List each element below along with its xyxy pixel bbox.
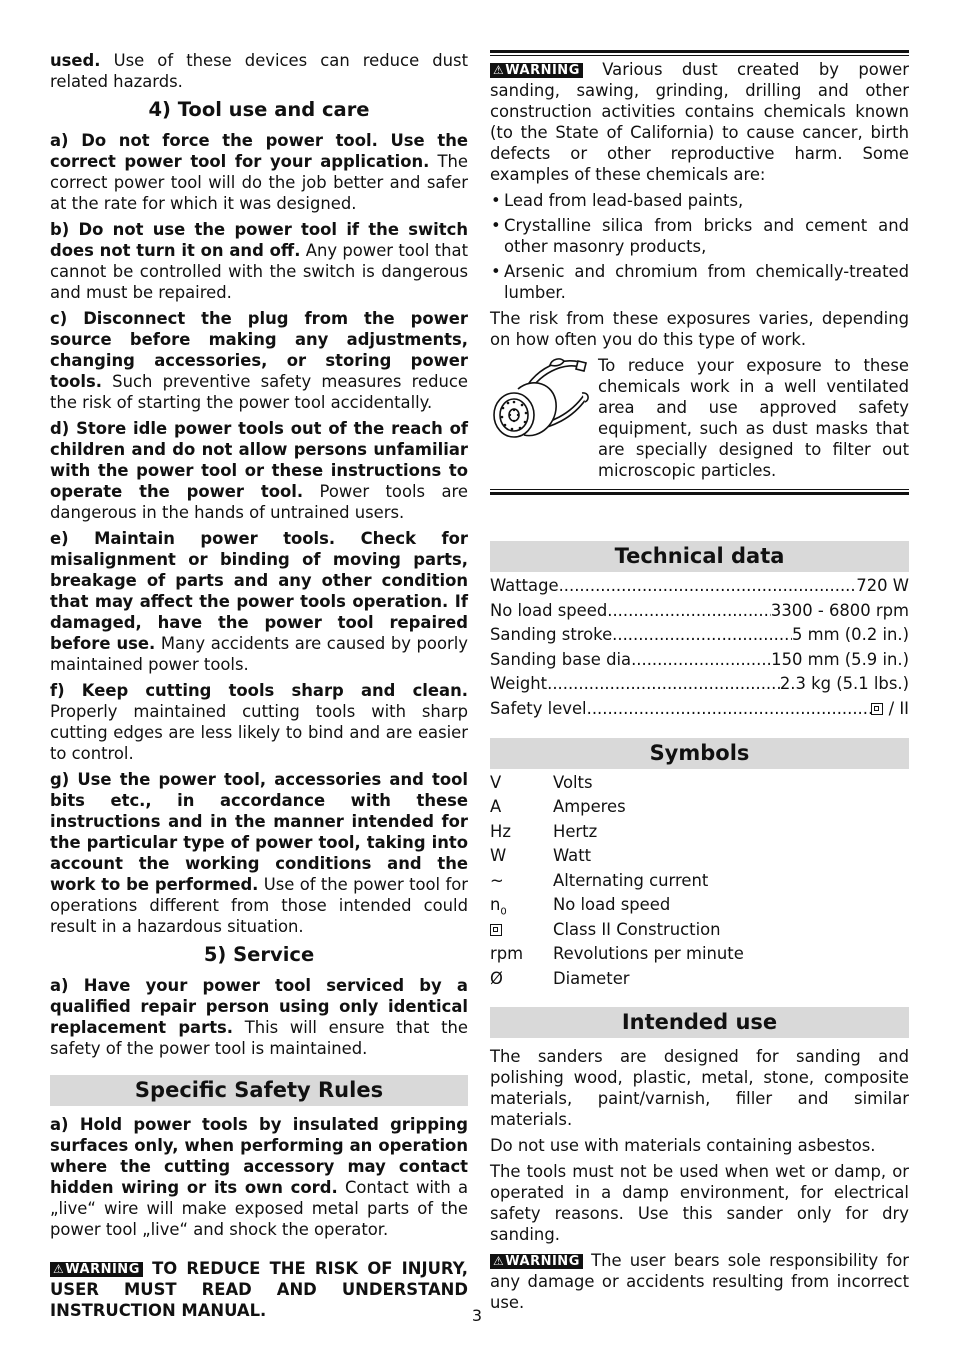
table-row: ~ Alternating current <box>490 870 709 890</box>
warning-badge: ⚠WARNING <box>490 63 583 78</box>
warning-badge: ⚠WARNING <box>50 1262 143 1277</box>
class-ii-icon <box>871 703 883 715</box>
table-row: Wattage ..... 720 W <box>490 574 909 599</box>
list-item: • Arsenic and chromium from chemically-treated lumber. <box>490 261 909 303</box>
technical-data-table <box>490 574 909 722</box>
intended-use-p3: The tools must not be used when wet or damp, or operated in a damp environment, for electrical safety reasons. Use this sander only for dry sanding. <box>490 1162 909 1245</box>
table-row: Hz Hertz <box>490 821 598 841</box>
symbols-table <box>490 771 909 992</box>
class-ii-icon <box>490 924 502 936</box>
specific-safety-heading: Specific Safety Rules <box>50 1075 468 1106</box>
service-heading: 5) Service <box>203 943 315 966</box>
service-item-a: a) Have your power tool serviced by a qualified repair person using only identical replacement parts. This will ensure that the safety of the power tool is maintained. <box>50 976 468 1058</box>
warning-triangle-icon: ⚠ <box>493 1254 505 1269</box>
table-row: Sanding stroke ..... 5 mm (0.2 in.) <box>490 623 909 648</box>
table-row: rpm Revolutions per minute <box>490 944 744 964</box>
tool-use-item-e: e) Maintain power tools. Check for misalignment or binding of moving parts, breakage of parts and any other condition that may affect the power tools operation. If damaged, have the power tool repaired before use. Many accidents are caused by poorly maintained power tools. <box>50 529 468 674</box>
technical-data-heading: Technical data <box>490 541 909 572</box>
left-column <box>50 50 468 1326</box>
table-row: V Volts <box>490 772 593 792</box>
final-warning-right: ⚠WARNING The user bears sole responsibility for any damage or accidents resulting from incorrect use. <box>490 1251 909 1313</box>
table-row: A Amperes <box>490 797 626 817</box>
dust-mask-paragraph: To reduce your exposure to these chemicals work in a well ventilated area and use approved safety equipment, such as dust masks that are specially designed to filter out microscopic particles. <box>598 356 909 480</box>
tool-use-item-g: g) Use the power tool, accessories and tool bits etc., in accordance with these instructions and in the manner intended for the particular type of power tool, taking into account the working conditions and the work to be performed. Use of the power tool for operations different from those intended could result in a hazardous situation. <box>50 770 468 936</box>
dust-mask-block <box>490 355 909 481</box>
intended-use-heading: Intended use <box>490 1007 909 1038</box>
tool-use-item-a: a) Do not force the power tool. Use the correct power tool for your application. The correct power tool will do the job better and safer at the rate for which it was designed. <box>50 131 468 213</box>
chemicals-list <box>490 190 909 303</box>
table-row: Class II Construction <box>490 918 909 943</box>
final-warning-left: ⚠WARNING TO REDUCE THE RISK OF INJURY, USER MUST READ AND UNDERSTAND INSTRUCTION MANUAL. <box>50 1259 468 1320</box>
divider-top <box>490 50 909 56</box>
table-row: $n_0$ No load speed <box>490 895 671 918</box>
intended-use-p2: Do not use with materials containing asbestos. <box>490 1136 876 1156</box>
symbols-heading: Symbols <box>490 738 909 769</box>
divider-bottom <box>490 489 909 495</box>
list-item: • Crystalline silica from bricks and cement and other masonry products, <box>490 215 909 257</box>
tool-use-item-b: b) Do not use the power tool if the switch does not turn it on and off. Any power tool that cannot be controlled with the switch is dangerous and must be repaired. <box>50 220 469 302</box>
tool-use-item-d: d) Store idle power tools out of the reach of children and do not allow persons unfamiliar with the power tool or these instructions to operate the power tool. Power tools are dangerous in the hands of untrained users. <box>50 419 468 522</box>
warning-badge: ⚠WARNING <box>490 1254 583 1269</box>
list-item: • Lead from lead-based paints, <box>490 190 909 211</box>
dust-warning-paragraph: ⚠WARNING Various dust created by power sanding, sawing, grinding, drilling and other construction activities contains chemicals known (to the State of California) to cause cancer, birth defects or other reproductive harm. Some examples of these chemicals are: <box>490 60 909 184</box>
warning-triangle-icon: ⚠ <box>53 1262 65 1276</box>
risk-paragraph: The risk from these exposures varies, depending on how often you do this type of work. <box>490 309 909 349</box>
intro-paragraph: used. Use of these devices can reduce dust related hazards. <box>50 51 468 91</box>
table-row: Weight ..... 2.3 kg (5.1 lbs.) <box>490 672 909 697</box>
table-row: Safety level ..... / II <box>490 697 909 722</box>
right-column <box>490 50 909 1318</box>
table-row: Ø Diameter <box>490 968 630 988</box>
tool-use-heading: 4) Tool use and care <box>148 98 370 121</box>
table-row: W Watt <box>490 846 592 866</box>
page-number: 3 <box>471 1306 483 1325</box>
table-row: Sanding base dia. ..... 150 mm (5.9 in.) <box>490 648 909 673</box>
tool-use-item-c: c) Disconnect the plug from the power source before making any adjustments, changing accessories, or storing power tools. Such preventive safety measures reduce the risk of starting the power tool accidentally. <box>50 309 468 412</box>
warning-triangle-icon: ⚠ <box>493 63 505 77</box>
tool-use-item-f: f) Keep cutting tools sharp and clean. Properly maintained cutting tools with sharp cutting edges are less likely to bind and are easier to control. <box>50 681 468 763</box>
table-row: No load speed ..... 3300 - 6800 rpm <box>490 599 909 624</box>
dust-mask-icon <box>490 355 598 481</box>
specific-safety-item-a: a) Hold power tools by insulated gripping surfaces only, when performing an operation where the cutting accessory may contact hidden wiring or its own cord. Contact with a „live“ wire will make exposed metal parts of the power tool „live“ and shock the operator. <box>50 1115 469 1239</box>
intended-use-p1: The sanders are designed for sanding and polishing wood, plastic, metal, stone, composite materials, paint/varnish, filler and similar materials. <box>490 1047 909 1130</box>
